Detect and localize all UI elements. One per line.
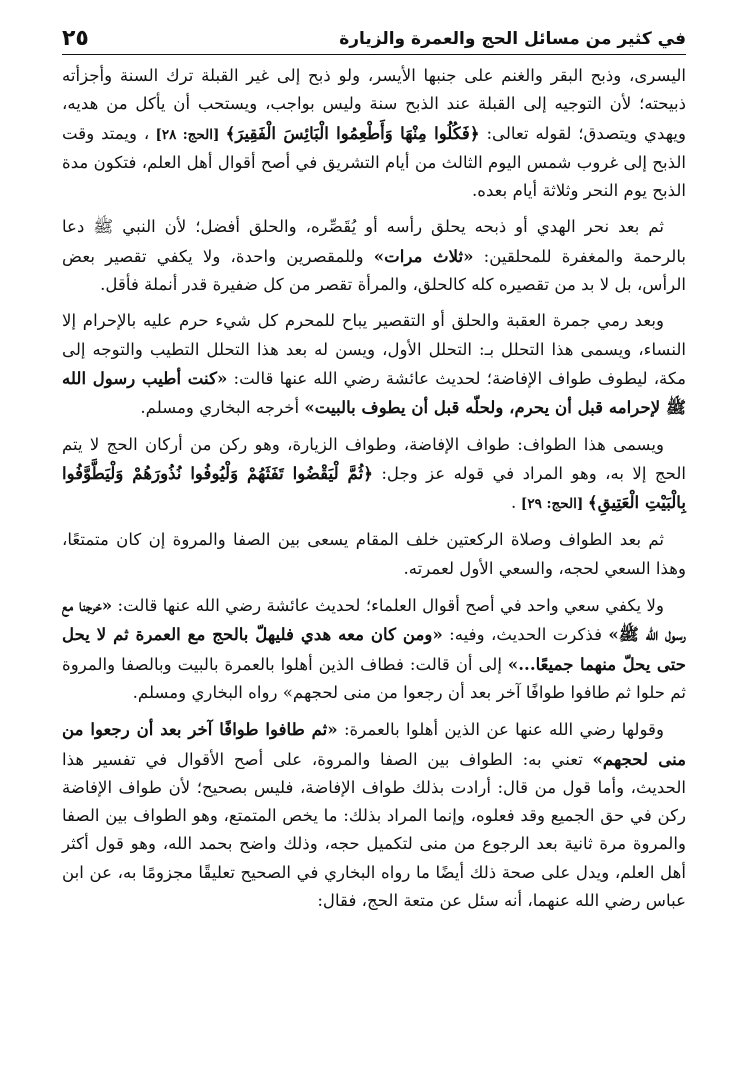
quotation: «كنت أطيب رسول الله ﷺ لإحرامه قبل أن يحرم، ولحلّه قبل أن يطوف بالبيت» (62, 367, 686, 418)
quotation: «ومن كان معه هدي فليهلّ بالحج مع العمرة ثم لا يحل حتى يحلّ منهما جميعًا...» (62, 624, 687, 674)
body-text: فذكرت الحديث، وفيه: (442, 625, 609, 645)
verse-reference: [الحج: ٢٩] (516, 496, 588, 513)
paragraph (62, 715, 686, 915)
running-title: في كثير من مسائل الحج والعمرة والزيارة (339, 29, 686, 49)
paragraph (62, 591, 686, 707)
quotation: «ثم طافوا طوافًا آخر بعد أن رجعوا من منى لحجهم» (62, 719, 686, 769)
body-text: تعني به: الطواف بين الصفا والمروة، على أصح الأقوال في تفسير هذا الحديث، وأما قول من قال: أرادت بذلك طواف الإفاضة، فليس بصحيح؛ لأن طواف الإفاضة ركن في حق الجميع وقد فعلوه، وإنما المراد بذلك: ما يخص المتمتع، وهو الطواف بين الصفا والمروة مرة ثانية بعد الرجوع من منى لتكميل حجه، وذلك واضح بحمد الله، وهو قول أكثر أهل العلم، ويدل على صحة ذلك أيضًا ما رواه البخاري في الصحيح تعليقًا مجزومًا به، عن ابن عباس رضي الله عنهما، أنه سئل عن متعة الحج، فقال: (62, 749, 686, 911)
page-header (62, 20, 686, 55)
body-text: وبعد رمي جمرة العقبة والحلق أو التقصير يباح للمحرم كل شيء حرم عليه بالإحرام إلا النساء، ويسمى هذا التحلل بـ: التحلل الأول، ويسن له بعد هذا التحلل التطيب والتوجه إلى مكة، ليطوف طواف الإفاضة؛ لحديث عائشة رضي الله عنها قالت: (62, 311, 686, 388)
body-text: وقولها رضي الله عنها عن الذين أهلوا بالعمرة: (337, 720, 664, 740)
paragraph (62, 62, 686, 205)
body-text: ولا يكفي سعي واحد في أصح أقوال العلماء؛ لحديث عائشة رضي الله عنها قالت: (112, 596, 664, 616)
quotation: «خرجنا مع رسول الله ﷺ» (62, 595, 686, 645)
quotation: «ثلاث مرات» (373, 245, 474, 266)
body-text: وللمقصرين واحدة، ولا يكفي تقصير بعض الرأس، بل لا بد من تقصيره كله كالحلق، والمرأة تقصر من كل ضفيرة قدر أنملة فأقل. (62, 246, 686, 295)
page-body (62, 62, 686, 1063)
body-text: . (510, 493, 517, 513)
page-number: ٢٥ (62, 26, 89, 51)
paragraph (62, 213, 686, 299)
body-text: ويسمى هذا الطواف: طواف الإفاضة، وطواف الزيارة، وهو ركن من أركان الحج لا يتم الحج إلا به، وهو المراد في قوله عز وجل: (62, 434, 686, 483)
quran-verse: ﴿فَكُلُوا مِنْهَا وَأَطْعِمُوا الْبَائِسَ الْفَقِيرَ﴾ (225, 122, 480, 143)
body-text: أخرجه البخاري ومسلم. (140, 398, 305, 418)
body-text: ، ويمتد وقت الذبح إلى غروب شمس اليوم الثالث من أيام التشريق في أصح أقوال أهل العلم، فتكون مدة الذبح يوم النحر وثلاثة أيام بعده. (62, 123, 686, 201)
paragraph (62, 307, 686, 422)
body-text: ثم بعد الطواف وصلاة الركعتين خلف المقام يسعى بين الصفا والمروة إن كان متمتعًا، وهذا السعي لحجه، والسعي الأول لعمرته. (62, 530, 686, 578)
paragraph (62, 526, 686, 583)
paragraph (62, 431, 686, 519)
verse-reference: [الحج: ٢٨] (149, 126, 226, 143)
quran-verse: ﴿ثُمَّ لْيَقْضُوا تَفَثَهُمْ وَلْيُوفُوا نُذُورَهُمْ وَلْيَطَّوَّفُوا بِالْبَيْتِ الْعَتِيقِ﴾ (62, 462, 686, 513)
body-text: إلى أن قالت: فطاف الذين أهلوا بالعمرة بالبيت وبالصفا والمروة ثم حلوا ثم طافوا طوافًا آخر بعد أن رجعوا من منى لحجهم» رواه البخاري ومسلم. (62, 654, 686, 702)
body-text: اليسرى، وذبح البقر والغنم على جنبها الأيسر، ولو ذبح إلى غير القبلة ترك السنة وأجزأته ذبيحته؛ لأن التوجيه إلى القبلة عند الذبح سنة وليس بواجب، ويستحب أن يأكل من هديه، ويهدي ويتصدق؛ لقوله تعالى: (62, 66, 686, 143)
body-text: ثم بعد نحر الهدي أو ذبحه يحلق رأسه أو يُقَصِّره، والحلق أفضل؛ لأن النبي ﷺ دعا بالرحمة والمغفرة للمحلقين: (62, 217, 687, 266)
